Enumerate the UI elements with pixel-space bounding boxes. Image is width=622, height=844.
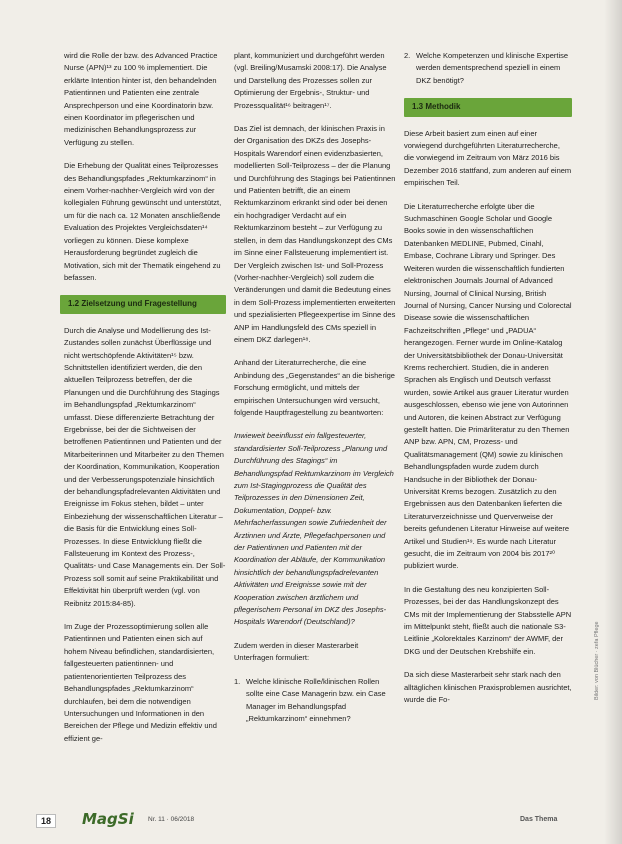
body-paragraph: Das Ziel ist demnach, der klinischen Praxis in der Organisation des DKZs des Josephs-Hospitals Warendorf einen evidenzbasierten, modellierten Soll-Teilprozess – der die Planung und Durchführung des Stagings bei Patientinnen und Patienten betrifft, die an einem Rektumkarzinom erkrankt sind oder bei denen ein hochgradiger Verdacht auf ein Rektumkarzinom besteht – zur Verfügung zu stellen, in dem das Handlungskonzept des CMs im Sinne einer Fallsteuerung implementiert ist. Der Vergleich zwischen Ist- und Soll-Prozess (Vorher-nachher-Vergleich) soll zudem die Veränderungen und damit die Bedeutung eines in dem Soll-Prozess implementierten erweiterten und spezialisierten Pflegeexpertise im Sinne des ANP im Handlungsfeld des CMs speziell in einem DKZ darlegen¹⁸. <box>234 124 396 344</box>
body-paragraph: Die Literaturrecherche erfolgte über die Suchmaschinen Google Scholar und Google Books sowie in den wissenschaftlichen Datenbanken MEDLINE, Pubmed, Cinahl, Embase, Cochrane Library und Springer. Des Weiteren wurden die wissenschaftlich fundierten elektronischen Journals Journal of Advanced Nursing, Journal of Clinical Nursing, British Journal of Nursing, Cancer Nursing und Colorectal Disease sowie die wissenschaftlichen Fachzeitschriften „Pflege“ und „PADUA“ herangezogen. Ferner wurde im Online-Katalog der Universitätsbibliothek der Donau-Universität Krems recherchiert. Studien, die in anderen Sprachen als Englisch und Deutsch verfasst wurden, sowie Artikel aus grauer Literatur wurden ausgeschlossen, ebenso wie jene von Autorinnen und Autoren, die keinen Abstract zur Verfügung gestellt hatten. Die Primärliteratur zu den Themen ANP bzw. APN, CM, Prozess- und Qualitätsmanagement (QM) sowie zu klinischen Behandlungspfaden wurde zudem durch Handsuche in der Bibliothek der Donau-Universität Krems bezogen. Zusätzlich zu den Ergebnissen aus den Datenbanken lieferten die Literaturverzeichnisse und Querverweise der bereits gefundenen Literatur Hinweise auf weitere Artikel und Studien¹⁹. Es wurde nach Literatur gesucht, die im Zeitraum von 2004 bis 2017²⁰ publiziert wurde. <box>404 201 572 571</box>
scan-edge-shadow <box>604 0 622 844</box>
page-footer <box>0 808 622 830</box>
body-paragraph: Da sich diese Masterarbeit sehr stark nach den alltäglichen klinischen Praxisproblemen ausrichtet, wurde die Fo- <box>404 670 572 705</box>
list-item <box>234 676 396 726</box>
section-label: Das Thema <box>520 816 558 823</box>
sub-question-list <box>404 50 572 87</box>
body-paragraph: plant, kommuniziert und durchgeführt werden (vgl. Breiling/Musamski 2008:17). Die Analyse und Darstellung des Prozesses sollen zur Optimierung der Ergebnis-, Struktur- und Prozessqualität¹⁶ beitragen¹⁷. <box>234 51 387 110</box>
text-column-left <box>64 50 226 756</box>
list-text: Welche klinische Rolle/klinischen Rollen sollte eine Case Managerin bzw. ein Case Manager im Behandlungspfad „Rektumkarzinom“ einnehmen? <box>246 676 386 723</box>
issue-label: Nr. 11 · 06/2018 <box>148 816 195 823</box>
sub-question-list <box>234 676 396 726</box>
body-paragraph: Die Erhebung der Qualität eines Teilprozesses des Behandlungspfades „Rektumkarzinom“ in einem Vorher-nachher-Vergleich wird von der kollegialen Führung gewünscht und unterstützt, um für die nach ca. 12 Monaten anschließende Evaluation des Projektes Vergleichsdaten¹⁴ vorliegen zu können. Diese komplexe Herausforderung begründet zugleich die Motivation, sich mit der Thematik eingehend zu befassen. <box>64 161 222 282</box>
section-heading-zielsetzung: 1.2 Zielsetzung und Fragestellung <box>60 295 226 313</box>
body-paragraph: Diese Arbeit basiert zum einen auf einer vorwiegend durchgeführten Literaturrecherche, die vorwiegend im Zeitraum von März 2016 bis Dezember 2016 stattfand, zum anderen auf einem empirischen Teil. <box>404 128 572 188</box>
page-number: 18 <box>36 814 56 828</box>
magazine-logo: MagSi <box>82 810 134 828</box>
body-paragraph: Zudem werden in dieser Masterarbeit Unterfragen formuliert: <box>234 640 359 663</box>
section-heading-methodik: 1.3 Methodik <box>404 98 572 116</box>
body-paragraph: Im Zuge der Prozessoptimierung sollen alle Patientinnen und Patienten einen sich auf hohem Niveau befindlichen, standardisierten, fallgesteuerten patientinnen- und patientenorientierten Teilprozess des Behandlungspfades „Rektumkarzinom“ durchlaufen, bei dem die notwendigen Untersuchungen und Informationen in den Bereichen der Pflege und Medizin effektiv und effizient ge- <box>64 622 217 743</box>
photo-credit: Bilder: von Blücher · zefa Pflege <box>594 621 600 700</box>
list-number: 1. <box>234 676 241 686</box>
list-number: 2. <box>404 51 411 60</box>
list-item <box>404 50 572 87</box>
body-paragraph: Anhand der Literaturrecherche, die eine Anbindung des „Gegenstandes“ an die bisherige Forschung ermöglicht, und mittels der empirischen Untersuchungen wird versucht, folgende Hauptfragestellung zu beantworten: <box>234 358 395 417</box>
body-paragraph: In die Gestaltung des neu konzipierten Soll-Prozesses, bei der das Handlungskonzept des CMs mit der Implementierung der Stabsstelle APN im Mittelpunkt steht, fließt auch die nationale S3-Leitlinie „Kolorektales Karzinom“ der AWMF, der DKG und der Deutschen Krebshilfe ein. <box>404 584 572 656</box>
text-column-middle <box>234 50 396 736</box>
list-text: Welche Kompetenzen und klinische Expertise werden dementsprechend speziell in einem DKZ benötigt? <box>416 51 569 85</box>
text-column-right <box>404 50 572 718</box>
body-paragraph: wird die Rolle der bzw. des Advanced Practice Nurse (APN)¹³ zu 100 % implementiert. Die erklärte Intention hinter ist, den behandelnden Patientinnen und Patienten eine zentrale Ansprechperson und eine Koordinatorin bzw. einen Koordinator im pflegerischen und medizinischen Behandlungsprozess zur Verfügung zu stellen. <box>64 51 218 147</box>
body-paragraph: Durch die Analyse und Modellierung des Ist-Zustandes sollen zunächst Überflüssige und nicht wertschöpfende Aktivitäten¹⁵ bzw. Schnittstellen identifiziert werden, die den aktuellen Teilprozess betreffen, der die Planungen und die Durchführung des Stagings im Behandlungspfad „Rektumkarzinom“ umfasst. Diese differenzierte Betrachtung der Ergebnisse, bei der die Sichtweisen der betroffenen Patientinnen und Patienten und der Mitarbeiterinnen und Mitarbeiter zu den Themen der Koordination, Kommunikation, Kooperation und der Verbesserungspotenziale hinsichtlich der behandlungspfadrelevanten Aktivitäten und Ereignisse im Fokus stehen, bildet – unter Einbeziehung der wissenschaftlichen Literatur – die Basis für die Entwicklung eines Soll-Prozesses. In diese Entwicklung fließt die Fallsteuerung im Kontext des Prozess-, Qualitäts- und Case Managements ein. Der Soll-Prozess soll somit auf seine Praktikabilität und Effektivität hin überprüft werden (vgl. von Reibnitz 2015:84-85). <box>64 325 226 608</box>
research-question: Inwieweit beeinflusst ein fallgesteuerter, standardisierter Soll-Teilprozess „Planung und Durchführung des Stagings“ im Behandlungspfad Rektumkarzinom im Vergleich zum Ist-Stagingprozess die Qualität des Teilprozesses in den Dimensionen Zeit, Dokumentation, Doppel- bzw. Mehrfacherfassungen sowie Zufriedenheit der Ärztinnen und Ärzte, Pflegefachpersonen und der Patientinnen und Patienten mit der Koordination der Abläufe, der Kommunikation hinsichtlich der behandlungspfadrelevanten Aktivitäten und Ereignisse sowie mit der Kooperation zwischen ärztlichem und pflegerischem Personal im DKZ des Josephs-Hospitals Warendorf (Deutschland)? <box>234 431 394 627</box>
